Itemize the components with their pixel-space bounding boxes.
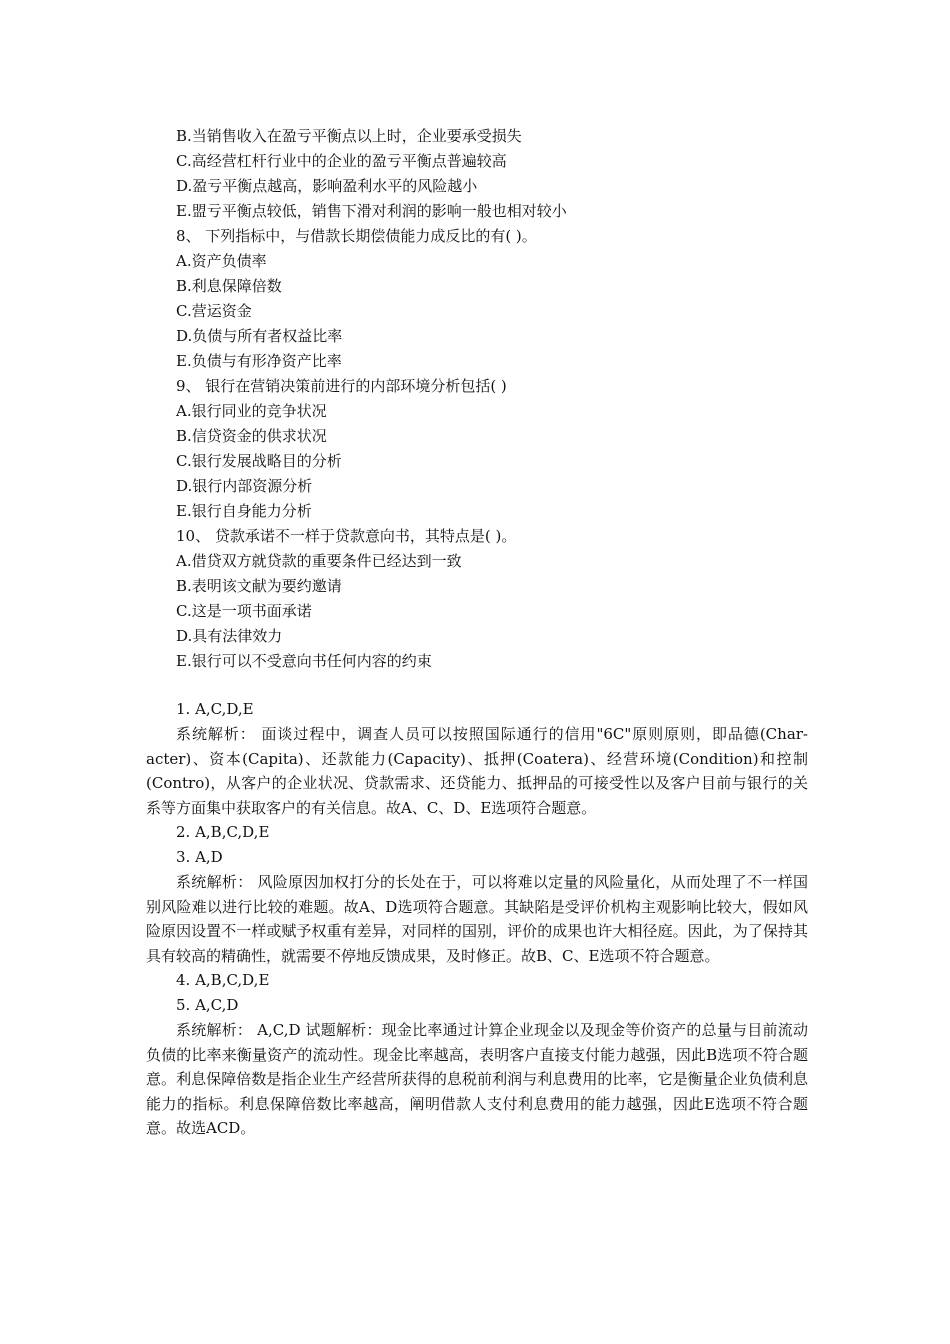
option-line: B.利息保障倍数 bbox=[176, 277, 282, 295]
answer-key-section bbox=[146, 697, 808, 1141]
option-line: D.银行内部资源分析 bbox=[176, 477, 313, 495]
question-stem-8: 8、 下列指标中，与借款长期偿债能力成反比的有( )。 bbox=[176, 227, 537, 245]
analysis-1: 系统解析： 面谈过程中，调查人员可以按照国际通行的信用"6C"原则原则，即品德(Char-acter)、资本(Capita)、还款能力(Capacity)、抵押(Coatera)、经营环境(Condition)和控制(Contro)，从客户的企业状况、贷款需求、还贷能力、抵押品的可接受性以及客户目前与银行的关系等方面集中获取客户的有关信息。故A、C、D、E选项符合题意。 bbox=[146, 725, 808, 817]
question-stem-10: 10、 贷款承诺不一样于贷款意向书，其特点是( )。 bbox=[176, 527, 517, 545]
answer-3: 3. A,D bbox=[176, 848, 223, 866]
option-line: D.负债与所有者权益比率 bbox=[176, 327, 343, 345]
option-line: C.银行发展战略目的分析 bbox=[176, 452, 342, 470]
option-line: A.银行同业的竞争状况 bbox=[176, 402, 327, 420]
analysis-5: 系统解析： A,C,D 试题解析：现金比率通过计算企业现金以及现金等价资产的总量与目前流动负债的比率来衡量资产的流动性。现金比率越高，表明客户直接支付能力越强，因此B选项不符合题意。利息保障倍数是指企业生产经营所获得的息税前利润与利息费用的比率，它是衡量企业负债利息能力的指标。利息保障倍数比率越高，阐明借款人支付利息费用的能力越强，因此E选项不符合题意。故选ACD。 bbox=[146, 1021, 808, 1137]
analysis-3: 系统解析： 风险原因加权打分的长处在于，可以将难以定量的风险量化，从而处理了不一样国别风险难以进行比较的难题。故A、D选项符合题意。其缺陷是受评价机构主观影响比较大，假如风险原因设置不一样或赋予权重有差异，对同样的国别，评价的成果也许大相径庭。因此，为了保持其具有较高的精确性，就需要不停地反馈成果，及时修正。故B、C、E选项不符合题意。 bbox=[146, 873, 808, 965]
option-line: B.表明该文献为要约邀请 bbox=[176, 577, 342, 595]
option-line: D.具有法律效力 bbox=[176, 627, 283, 645]
option-line: D.盈亏平衡点越高，影响盈利水平的风险越小 bbox=[176, 177, 478, 195]
option-line: E.银行自身能力分析 bbox=[176, 502, 312, 520]
question-options-list bbox=[176, 124, 836, 674]
option-line: C.营运资金 bbox=[176, 302, 252, 320]
option-line: A.资产负债率 bbox=[176, 252, 267, 270]
answer-5: 5. A,C,D bbox=[176, 996, 239, 1014]
option-line: C.高经营杠杆行业中的企业的盈亏平衡点普遍较高 bbox=[176, 152, 507, 170]
option-line: E.负债与有形净资产比率 bbox=[176, 352, 342, 370]
option-line: A.借贷双方就贷款的重要条件已经达到一致 bbox=[176, 552, 462, 570]
answer-2: 2. A,B,C,D,E bbox=[176, 823, 270, 841]
answer-1: 1. A,C,D,E bbox=[176, 700, 254, 718]
option-line: B.当销售收入在盈亏平衡点以上时，企业要承受损失 bbox=[176, 127, 522, 145]
option-line: E.银行可以不受意向书任何内容的约束 bbox=[176, 652, 432, 670]
answer-4: 4. A,B,C,D,E bbox=[176, 971, 270, 989]
option-line: E.盟亏平衡点较低，销售下滑对利润的影响一般也相对较小 bbox=[176, 202, 567, 220]
option-line: C.这是一项书面承诺 bbox=[176, 602, 312, 620]
question-stem-9: 9、 银行在营销决策前进行的内部环境分析包括( ) bbox=[176, 377, 507, 395]
option-line: B.信贷资金的供求状况 bbox=[176, 427, 327, 445]
